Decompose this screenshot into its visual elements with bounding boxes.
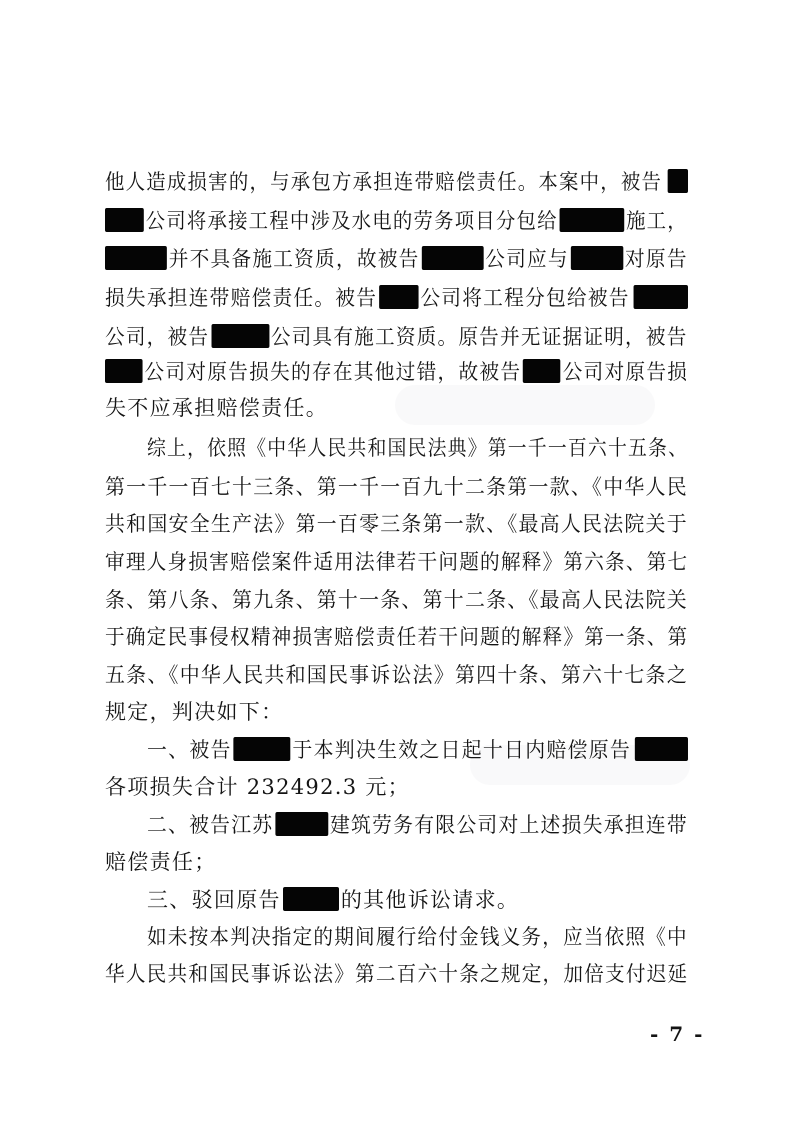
text-segment: 并不具备施工资质，故被告 xyxy=(168,247,420,271)
text-line xyxy=(147,734,688,766)
text-line xyxy=(105,356,688,388)
redaction-block xyxy=(633,285,687,309)
text-segment: 建筑劳务有限公司对上述损失承担连带 xyxy=(329,813,688,837)
text-segment: 公司对原告损 xyxy=(562,360,689,384)
text-segment: 施工， xyxy=(626,209,688,233)
text-segment: 赔偿责任； xyxy=(105,850,217,874)
text-line xyxy=(105,243,688,275)
text-segment: 公司将承接工程中涉及水电的劳务项目分包给 xyxy=(145,209,558,233)
text-line xyxy=(105,659,688,691)
text-line xyxy=(105,166,688,198)
redaction-block xyxy=(275,812,328,836)
text-line xyxy=(105,205,688,237)
redaction-block xyxy=(379,285,418,309)
text-segment: 公司对原告损失的存在其他过错，故被告 xyxy=(144,360,522,384)
text-segment: 规定，判决如下： xyxy=(105,700,284,724)
text-segment: 公司具有施工资质。原告并无证据证明，被告 xyxy=(270,325,688,349)
text-line xyxy=(105,771,410,803)
redaction-block xyxy=(571,246,623,270)
page-number: - 7 - xyxy=(650,1022,705,1046)
redaction-block xyxy=(234,737,291,761)
text-segment: 对原告 xyxy=(625,247,688,271)
text-line xyxy=(147,921,688,953)
text-segment: 审理人身损害赔偿案件适用法律若干问题的解释》第六条、第七 xyxy=(105,550,689,574)
redaction-block xyxy=(668,169,688,193)
text-segment: 三、驳回原告 xyxy=(147,888,281,912)
redaction-block xyxy=(283,887,339,911)
text-line xyxy=(105,471,688,503)
redaction-block xyxy=(560,208,625,232)
background-smudge xyxy=(395,385,655,425)
text-line xyxy=(105,621,688,653)
text-segment: 二、被告江苏 xyxy=(147,813,274,837)
text-line xyxy=(105,696,283,728)
redaction-block xyxy=(523,359,561,383)
text-line xyxy=(147,432,688,464)
text-line xyxy=(147,884,519,916)
text-line xyxy=(105,584,688,616)
text-line xyxy=(105,392,328,424)
text-segment: 共和国安全生产法》第一百零三条第一款、《最高人民法院关于 xyxy=(105,512,688,536)
text-line xyxy=(105,958,688,990)
text-segment: 各项损失合计 232492.3 元； xyxy=(105,775,410,799)
text-segment: 公司将工程分包给被告 xyxy=(420,286,630,310)
text-segment: 如未按本判决指定的期间履行给付金钱义务，应当依照《中 xyxy=(147,925,688,949)
text-segment: 五条、《中华人民共和国民事诉讼法》第四十条、第六十七条之 xyxy=(105,663,688,687)
text-segment: 的其他诉讼请求。 xyxy=(340,888,520,912)
text-line xyxy=(147,809,688,841)
text-segment: 失不应承担赔偿责任。 xyxy=(105,396,328,420)
text-line xyxy=(105,546,688,578)
text-line xyxy=(105,508,688,540)
text-segment: 他人造成损害的，与承包方承担连带赔偿责任。本案中，被告 xyxy=(105,170,663,194)
text-segment: 一、被告 xyxy=(147,738,232,762)
text-line xyxy=(105,282,688,314)
redaction-block xyxy=(105,246,167,270)
redaction-block xyxy=(105,359,143,383)
redaction-block xyxy=(105,208,144,232)
text-line xyxy=(105,846,217,878)
text-segment: 条、第八条、第九条、第十一条、第十二条、《最高人民法院关 xyxy=(105,588,688,612)
text-segment: 于确定民事侵权精神损害赔偿责任若干问题的解释》第一条、第 xyxy=(105,625,689,649)
text-segment: 华人民共和国民事诉讼法》第二百六十条之规定，加倍支付迟延 xyxy=(105,962,689,986)
text-segment: 损失承担连带赔偿责任。被告 xyxy=(105,286,378,310)
redaction-block xyxy=(635,737,688,761)
text-segment: 公司，被告 xyxy=(105,325,210,349)
redaction-block xyxy=(421,246,483,270)
text-segment: 第一千一百七十三条、第一千一百九十二条第一款、《中华人民 xyxy=(105,475,688,499)
text-line xyxy=(105,321,688,353)
text-segment: 公司应与 xyxy=(485,247,569,271)
text-segment: 于本判决生效之日起十日内赔偿原告 xyxy=(292,738,632,762)
redaction-block xyxy=(211,324,269,348)
text-segment: 综上，依照《中华人民共和国民法典》第一千一百六十五条、 xyxy=(147,436,689,460)
